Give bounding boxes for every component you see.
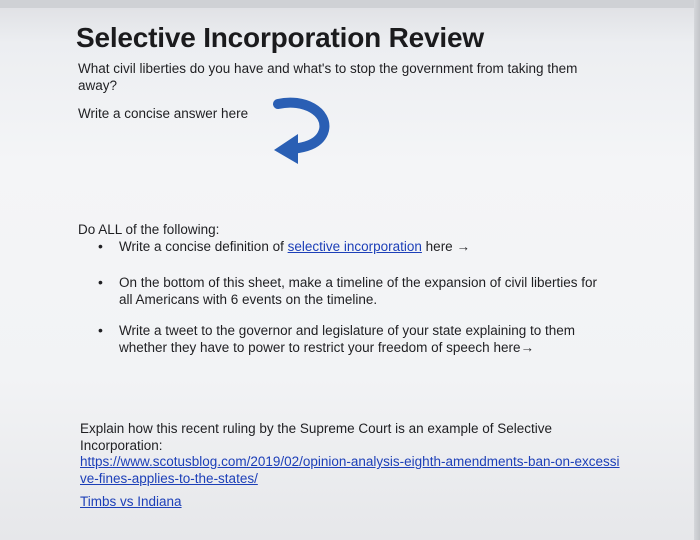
- list-item-text: [119, 238, 609, 255]
- case-link[interactable]: Timbs vs Indiana: [80, 494, 182, 509]
- page-title: Selective Incorporation Review: [76, 22, 484, 53]
- instructions-heading: Do ALL of the following:: [78, 222, 220, 237]
- answer-prompt: Write a concise answer here: [78, 106, 249, 121]
- scotusblog-link[interactable]: https://www.scotusblog.com/2019/02/opinion-analysis-eighth-amendments-ban-on-excessive-fines-applies-to-the-states/: [80, 454, 620, 486]
- question-text: What civil liberties do you have and what's to stop the government from taking them away?: [78, 61, 578, 93]
- explain-text: Explain how this recent ruling by the Supreme Court is an example of Selective Incorporation:: [80, 421, 552, 453]
- top-edge: [0, 0, 700, 8]
- bullet-icon: •: [98, 274, 103, 290]
- list-item-text-start: Write a concise definition of: [119, 239, 288, 254]
- selective-incorporation-link[interactable]: selective incorporation: [287, 239, 422, 254]
- bullet-icon: •: [98, 322, 103, 338]
- list-item-text-end: here →: [421, 239, 470, 254]
- list-item-text: On the bottom of this sheet, make a timeline of the expansion of civil liberties for all Americans with 6 events on the timeline.: [119, 275, 597, 307]
- curved-return-arrow-icon: [270, 96, 336, 166]
- bullet-icon: •: [98, 238, 103, 254]
- right-edge: [694, 0, 700, 540]
- list-item-text: Write a tweet to the governor and legislature of your state explaining to them whether they have to power to restrict your freedom of speech here→: [119, 323, 576, 355]
